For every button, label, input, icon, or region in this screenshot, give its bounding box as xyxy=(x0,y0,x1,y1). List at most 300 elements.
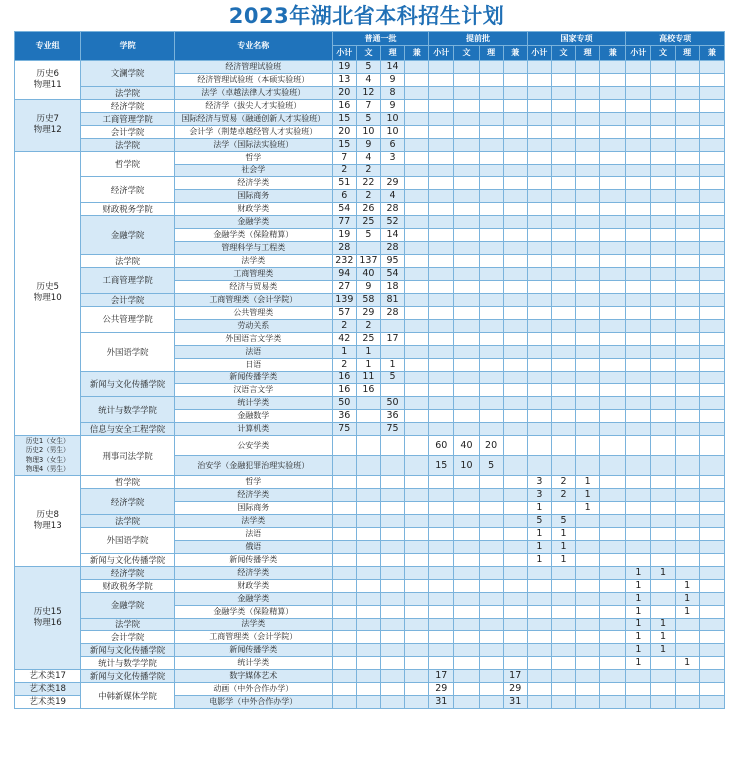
group-label: 历史7 xyxy=(36,114,59,125)
value-cell xyxy=(600,502,626,515)
value-cell xyxy=(651,371,675,384)
value-cell xyxy=(699,423,724,436)
value-cell xyxy=(429,73,454,86)
value-cell xyxy=(527,112,551,125)
value-cell xyxy=(551,164,575,177)
major-cell: 俄语 xyxy=(174,540,332,553)
value-cell xyxy=(527,268,551,281)
major-cell: 法语 xyxy=(174,345,332,358)
value-cell: 1 xyxy=(626,566,651,579)
value-cell xyxy=(675,177,699,190)
value-cell: 94 xyxy=(332,268,356,281)
college-cell: 外国语学院 xyxy=(81,527,175,553)
value-cell xyxy=(527,358,551,371)
value-cell xyxy=(405,61,429,74)
value-cell xyxy=(429,579,454,592)
value-cell xyxy=(454,683,479,696)
value-cell xyxy=(405,293,429,306)
value-cell xyxy=(429,423,454,436)
value-cell xyxy=(454,527,479,540)
value-cell xyxy=(626,358,651,371)
value-cell xyxy=(332,618,356,631)
value-cell xyxy=(527,151,551,164)
value-cell xyxy=(454,476,479,489)
group-label: 物理12 xyxy=(33,125,62,136)
value-cell xyxy=(699,229,724,242)
value-cell: 1 xyxy=(626,605,651,618)
value-cell xyxy=(675,540,699,553)
value-cell xyxy=(651,397,675,410)
value-cell xyxy=(454,229,479,242)
value-cell xyxy=(503,255,527,268)
value-cell xyxy=(479,190,503,203)
value-cell xyxy=(600,61,626,74)
value-cell xyxy=(651,553,675,566)
value-cell xyxy=(626,151,651,164)
value-cell xyxy=(479,618,503,631)
value-cell xyxy=(527,332,551,345)
value-cell: 9 xyxy=(381,99,405,112)
value-cell xyxy=(503,631,527,644)
value-cell xyxy=(429,644,454,657)
value-cell xyxy=(381,592,405,605)
value-cell xyxy=(600,255,626,268)
value-cell xyxy=(479,112,503,125)
value-cell: 3 xyxy=(381,151,405,164)
value-cell: 25 xyxy=(356,216,380,229)
value-cell xyxy=(503,112,527,125)
value-cell xyxy=(332,631,356,644)
value-cell xyxy=(651,112,675,125)
value-cell xyxy=(651,177,675,190)
value-cell: 27 xyxy=(332,280,356,293)
value-cell: 1 xyxy=(626,618,651,631)
major-cell: 哲学 xyxy=(174,151,332,164)
major-cell: 汉语言文学 xyxy=(174,384,332,397)
value-cell xyxy=(454,553,479,566)
value-cell xyxy=(381,670,405,683)
table-body xyxy=(15,61,725,709)
table-row xyxy=(15,112,725,125)
major-cell: 经济学类 xyxy=(174,489,332,502)
header-sub-1-2: 理 xyxy=(479,46,503,61)
value-cell xyxy=(454,99,479,112)
value-cell xyxy=(576,618,600,631)
value-cell: 75 xyxy=(332,423,356,436)
value-cell xyxy=(651,190,675,203)
college-cell: 法学院 xyxy=(81,138,175,151)
value-cell xyxy=(479,371,503,384)
value-cell xyxy=(454,125,479,138)
header-sub-1-3: 兼 xyxy=(503,46,527,61)
value-cell xyxy=(527,138,551,151)
value-cell xyxy=(576,190,600,203)
value-cell xyxy=(356,579,380,592)
value-cell xyxy=(527,456,551,476)
group-cell xyxy=(15,436,81,476)
value-cell xyxy=(699,566,724,579)
value-cell xyxy=(479,242,503,255)
value-cell xyxy=(527,631,551,644)
value-cell xyxy=(356,644,380,657)
value-cell xyxy=(429,476,454,489)
value-cell xyxy=(699,683,724,696)
college-cell: 新闻与文化传播学院 xyxy=(81,644,175,657)
value-cell xyxy=(381,489,405,502)
table-row xyxy=(15,86,725,99)
major-cell: 新闻传播学类 xyxy=(174,371,332,384)
table-row xyxy=(15,527,725,540)
major-cell: 统计学类 xyxy=(174,397,332,410)
value-cell xyxy=(479,164,503,177)
value-cell xyxy=(651,410,675,423)
value-cell: 75 xyxy=(381,423,405,436)
value-cell xyxy=(600,670,626,683)
value-cell xyxy=(454,657,479,670)
header-college: 学院 xyxy=(81,32,175,61)
value-cell xyxy=(699,515,724,528)
major-cell: 统计学类 xyxy=(174,657,332,670)
table-row xyxy=(15,397,725,410)
value-cell xyxy=(626,515,651,528)
value-cell xyxy=(454,112,479,125)
value-cell xyxy=(405,696,429,709)
value-cell: 9 xyxy=(381,73,405,86)
value-cell xyxy=(454,242,479,255)
value-cell xyxy=(332,657,356,670)
value-cell: 25 xyxy=(356,332,380,345)
college-cell: 会计学院 xyxy=(81,125,175,138)
college-cell: 新闻与文化传播学院 xyxy=(81,553,175,566)
value-cell xyxy=(527,293,551,306)
value-cell xyxy=(600,410,626,423)
value-cell xyxy=(551,190,575,203)
value-cell xyxy=(503,177,527,190)
value-cell xyxy=(651,592,675,605)
value-cell: 28 xyxy=(381,242,405,255)
value-cell xyxy=(405,670,429,683)
value-cell xyxy=(429,345,454,358)
major-cell: 日语 xyxy=(174,358,332,371)
value-cell: 28 xyxy=(332,242,356,255)
major-cell: 法语 xyxy=(174,527,332,540)
value-cell xyxy=(675,566,699,579)
value-cell xyxy=(356,456,380,476)
value-cell xyxy=(651,489,675,502)
value-cell xyxy=(479,216,503,229)
value-cell: 1 xyxy=(576,489,600,502)
value-cell xyxy=(576,229,600,242)
value-cell xyxy=(454,73,479,86)
table-row xyxy=(15,618,725,631)
value-cell xyxy=(503,86,527,99)
value-cell xyxy=(503,138,527,151)
value-cell xyxy=(454,138,479,151)
enrollment-plan-table xyxy=(14,31,725,709)
value-cell xyxy=(405,229,429,242)
value-cell xyxy=(600,345,626,358)
value-cell xyxy=(551,255,575,268)
major-cell: 工商管理类（会计学院） xyxy=(174,293,332,306)
value-cell xyxy=(551,670,575,683)
value-cell xyxy=(503,553,527,566)
value-cell xyxy=(651,358,675,371)
value-cell xyxy=(626,255,651,268)
value-cell xyxy=(576,216,600,229)
value-cell xyxy=(600,540,626,553)
value-cell xyxy=(429,125,454,138)
value-cell xyxy=(699,553,724,566)
value-cell xyxy=(405,216,429,229)
value-cell xyxy=(626,371,651,384)
value-cell xyxy=(429,216,454,229)
value-cell xyxy=(600,358,626,371)
value-cell xyxy=(381,553,405,566)
value-cell xyxy=(675,527,699,540)
value-cell xyxy=(576,436,600,456)
value-cell xyxy=(479,73,503,86)
value-cell xyxy=(429,515,454,528)
value-cell xyxy=(356,410,380,423)
value-cell xyxy=(626,397,651,410)
value-cell: 1 xyxy=(626,657,651,670)
value-cell xyxy=(626,332,651,345)
value-cell xyxy=(479,489,503,502)
value-cell xyxy=(503,566,527,579)
value-cell xyxy=(356,683,380,696)
value-cell xyxy=(429,138,454,151)
value-cell: 9 xyxy=(356,138,380,151)
value-cell xyxy=(576,644,600,657)
value-cell xyxy=(405,255,429,268)
value-cell xyxy=(576,579,600,592)
value-cell: 2 xyxy=(332,319,356,332)
value-cell xyxy=(576,280,600,293)
value-cell: 10 xyxy=(356,125,380,138)
major-cell: 公共管理类 xyxy=(174,306,332,319)
group-label: 历史1（女生） xyxy=(25,436,70,445)
value-cell xyxy=(454,605,479,618)
value-cell xyxy=(429,592,454,605)
value-cell xyxy=(454,332,479,345)
value-cell xyxy=(675,164,699,177)
college-cell: 经济学院 xyxy=(81,566,175,579)
header-section-guojia: 国家专项 xyxy=(527,32,626,46)
value-cell xyxy=(626,456,651,476)
value-cell: 29 xyxy=(381,177,405,190)
value-cell xyxy=(332,566,356,579)
value-cell xyxy=(675,268,699,281)
value-cell xyxy=(675,255,699,268)
value-cell xyxy=(381,527,405,540)
value-cell xyxy=(576,410,600,423)
value-cell xyxy=(405,436,429,456)
value-cell xyxy=(454,384,479,397)
value-cell xyxy=(651,657,675,670)
value-cell xyxy=(576,164,600,177)
value-cell xyxy=(551,502,575,515)
value-cell xyxy=(576,670,600,683)
value-cell xyxy=(600,553,626,566)
value-cell xyxy=(429,566,454,579)
major-cell: 金融学类（保险精算） xyxy=(174,229,332,242)
value-cell xyxy=(479,423,503,436)
table-row xyxy=(15,670,725,683)
value-cell xyxy=(651,476,675,489)
value-cell: 1 xyxy=(675,592,699,605)
value-cell xyxy=(356,527,380,540)
value-cell xyxy=(527,99,551,112)
value-cell xyxy=(600,203,626,216)
value-cell: 95 xyxy=(381,255,405,268)
header-group: 专业组 xyxy=(15,32,81,61)
value-cell xyxy=(503,268,527,281)
value-cell xyxy=(479,384,503,397)
value-cell xyxy=(527,696,551,709)
group-cell xyxy=(15,476,81,567)
value-cell xyxy=(454,515,479,528)
value-cell: 1 xyxy=(527,553,551,566)
value-cell xyxy=(405,203,429,216)
table-row xyxy=(15,592,725,605)
value-cell: 81 xyxy=(381,293,405,306)
college-cell: 财政税务学院 xyxy=(81,579,175,592)
value-cell xyxy=(626,436,651,456)
value-cell xyxy=(381,631,405,644)
value-cell xyxy=(576,553,600,566)
value-cell: 1 xyxy=(626,644,651,657)
value-cell xyxy=(381,515,405,528)
value-cell xyxy=(454,268,479,281)
value-cell xyxy=(551,618,575,631)
value-cell xyxy=(479,410,503,423)
value-cell xyxy=(454,306,479,319)
value-cell: 15 xyxy=(429,456,454,476)
value-cell xyxy=(381,683,405,696)
table-row xyxy=(15,631,725,644)
value-cell xyxy=(503,489,527,502)
value-cell: 29 xyxy=(503,683,527,696)
value-cell xyxy=(551,456,575,476)
value-cell xyxy=(332,515,356,528)
college-cell: 哲学院 xyxy=(81,151,175,177)
value-cell xyxy=(651,319,675,332)
value-cell xyxy=(332,540,356,553)
value-cell xyxy=(503,605,527,618)
value-cell xyxy=(527,683,551,696)
value-cell xyxy=(429,527,454,540)
value-cell: 50 xyxy=(381,397,405,410)
value-cell xyxy=(699,151,724,164)
header-sub-2-2: 理 xyxy=(576,46,600,61)
value-cell xyxy=(600,605,626,618)
major-cell: 经济学类 xyxy=(174,566,332,579)
value-cell xyxy=(479,670,503,683)
value-cell xyxy=(675,502,699,515)
value-cell xyxy=(675,696,699,709)
value-cell xyxy=(576,293,600,306)
value-cell xyxy=(332,553,356,566)
value-cell xyxy=(429,410,454,423)
value-cell xyxy=(651,527,675,540)
value-cell xyxy=(503,190,527,203)
value-cell: 5 xyxy=(551,515,575,528)
value-cell xyxy=(675,384,699,397)
value-cell xyxy=(479,319,503,332)
value-cell xyxy=(429,164,454,177)
value-cell xyxy=(675,280,699,293)
value-cell xyxy=(405,456,429,476)
value-cell xyxy=(429,553,454,566)
value-cell xyxy=(479,306,503,319)
value-cell xyxy=(626,670,651,683)
major-cell: 国际商务 xyxy=(174,502,332,515)
value-cell xyxy=(479,229,503,242)
value-cell: 6 xyxy=(332,190,356,203)
value-cell xyxy=(479,177,503,190)
group-cell xyxy=(15,61,81,100)
major-cell: 财政学类 xyxy=(174,203,332,216)
value-cell xyxy=(699,397,724,410)
value-cell xyxy=(699,280,724,293)
value-cell: 4 xyxy=(381,190,405,203)
value-cell: 5 xyxy=(356,61,380,74)
value-cell xyxy=(527,73,551,86)
value-cell xyxy=(699,436,724,456)
value-cell xyxy=(405,515,429,528)
major-cell: 管理科学与工程类 xyxy=(174,242,332,255)
value-cell: 6 xyxy=(381,138,405,151)
value-cell xyxy=(651,436,675,456)
value-cell xyxy=(479,657,503,670)
value-cell xyxy=(381,384,405,397)
value-cell xyxy=(429,61,454,74)
value-cell xyxy=(527,125,551,138)
value-cell xyxy=(651,86,675,99)
value-cell: 232 xyxy=(332,255,356,268)
value-cell xyxy=(332,683,356,696)
value-cell xyxy=(626,99,651,112)
value-cell: 2 xyxy=(551,476,575,489)
table-row xyxy=(15,566,725,579)
value-cell xyxy=(651,216,675,229)
value-cell xyxy=(600,384,626,397)
value-cell xyxy=(651,579,675,592)
value-cell xyxy=(503,644,527,657)
value-cell xyxy=(551,332,575,345)
enrollment-plan-table-wrapper xyxy=(14,31,725,709)
value-cell xyxy=(699,527,724,540)
value-cell: 13 xyxy=(332,73,356,86)
group-cell xyxy=(15,151,81,436)
value-cell xyxy=(527,229,551,242)
value-cell xyxy=(626,164,651,177)
value-cell xyxy=(527,319,551,332)
value-cell: 29 xyxy=(429,683,454,696)
value-cell xyxy=(527,190,551,203)
value-cell xyxy=(479,125,503,138)
value-cell xyxy=(381,579,405,592)
value-cell xyxy=(600,164,626,177)
value-cell xyxy=(479,99,503,112)
value-cell xyxy=(675,73,699,86)
college-cell: 统计与数学学院 xyxy=(81,397,175,423)
value-cell xyxy=(699,410,724,423)
value-cell xyxy=(626,502,651,515)
page-title: 2023年湖北省本科招生计划 xyxy=(228,4,505,28)
value-cell xyxy=(405,306,429,319)
value-cell xyxy=(405,332,429,345)
